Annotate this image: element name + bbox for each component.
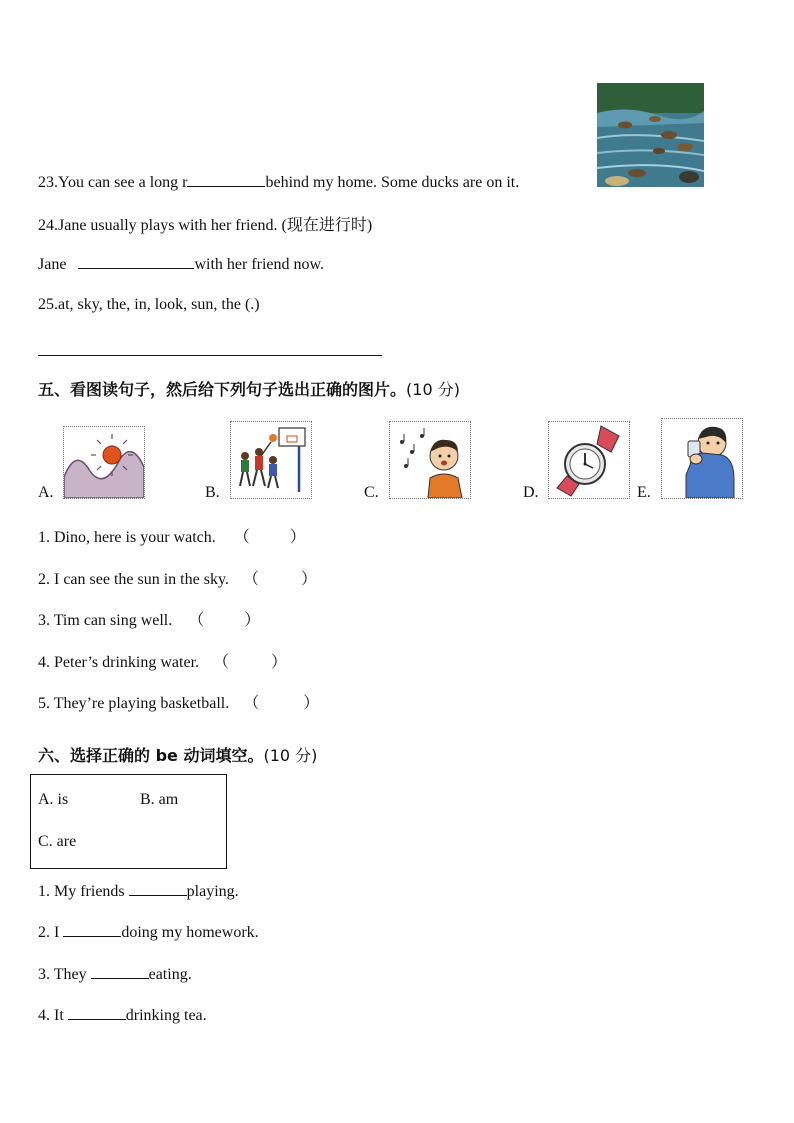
answer-paren-open[interactable]: （ [242,571,259,588]
duck-pond-icon [597,83,704,187]
section-6-heading [38,743,317,766]
answer-paren-open[interactable]: （ [213,654,230,671]
question-24: 24.Jane usually plays with her friend. (现在进行时) [38,217,373,234]
answer-paren-open[interactable]: （ [233,529,250,546]
question-25: 25.at, sky, the, in, look, sun, the (.) [38,296,260,313]
option-label-c: C. [364,484,379,501]
section-5-title: 五、看图读句子，然后给下列句子选出正确的图片。 [38,380,407,399]
q23-answer-blank[interactable] [187,172,265,187]
item-text: 1. Dino, here is your watch. [38,529,216,546]
item-text: 4. Peter’s drinking water. [38,654,200,671]
answer-paren-close: ） [244,612,261,629]
question-24-answer-line [38,254,324,274]
choice-c: C. are [38,833,77,850]
option-label-b: B. [205,484,220,501]
item-text: 3. Tim can sing well. [38,612,173,629]
item-suffix: eating. [148,966,192,983]
q25-answer-line[interactable] [38,341,382,356]
singing-boy-icon [390,422,470,498]
section-5-score: (10 分) [406,380,460,399]
answer-blank[interactable] [129,881,187,896]
item-prefix: 1. My friends [38,883,129,900]
choices-box [30,774,227,869]
q24-answer-blank[interactable] [78,254,194,269]
answer-blank[interactable] [68,1005,126,1020]
answer-paren-close: ） [289,529,306,546]
section-5-item-2 [38,566,317,589]
section-6-title: 六、选择正确的 be 动词填空。 [38,746,264,765]
item-suffix: playing. [186,883,239,900]
section-5-item-3 [38,607,260,630]
drinking-boy-icon [662,419,742,498]
item-prefix: 3. They [38,966,91,983]
section-6-item-2 [38,922,259,942]
section-5-item-1 [38,524,306,547]
option-e-picture[interactable] [661,418,743,499]
section-6-item-1 [38,881,239,901]
watch-icon [549,422,629,498]
option-label-a: A. [38,484,54,501]
answer-paren-open[interactable]: （ [243,695,260,712]
answer-blank[interactable] [63,922,121,937]
answer-paren-close: ） [271,654,288,671]
question-23 [38,172,519,192]
answer-blank[interactable] [91,964,149,979]
option-b-picture[interactable] [230,421,312,499]
item-suffix: drinking tea. [125,1007,207,1024]
q24-suffix: with her friend now. [194,256,325,273]
answer-paren-close: ） [303,695,320,712]
item-text: 2. I can see the sun in the sky. [38,571,229,588]
choice-a: A. is [38,791,69,808]
sun-mountain-icon [64,427,144,498]
option-a-picture[interactable] [63,426,145,499]
section-5-heading [38,377,460,400]
section-5-item-5 [38,690,319,713]
answer-paren-open[interactable]: （ [188,612,205,629]
item-prefix: 2. I [38,924,64,941]
q23-suffix: behind my home. Some ducks are on it. [265,174,520,191]
option-d-picture[interactable] [548,421,630,499]
section-6-item-3 [38,964,192,984]
item-prefix: 4. It [38,1007,68,1024]
duck-pond-photo [597,83,704,187]
option-c-picture[interactable] [389,421,471,499]
section-5-item-4 [38,649,287,672]
item-text: 5. They’re playing basketball. [38,695,230,712]
q24-prefix: Jane [38,256,71,273]
section-6-item-4 [38,1005,207,1025]
item-suffix: doing my homework. [121,924,259,941]
q23-prefix: 23.You can see a long r [38,174,188,191]
choice-b: B. am [140,791,179,808]
basketball-players-icon [231,422,311,498]
section-6-score: (10 分) [263,746,318,765]
option-label-e: E. [637,484,651,501]
option-label-d: D. [523,484,539,501]
answer-paren-close: ） [300,571,317,588]
